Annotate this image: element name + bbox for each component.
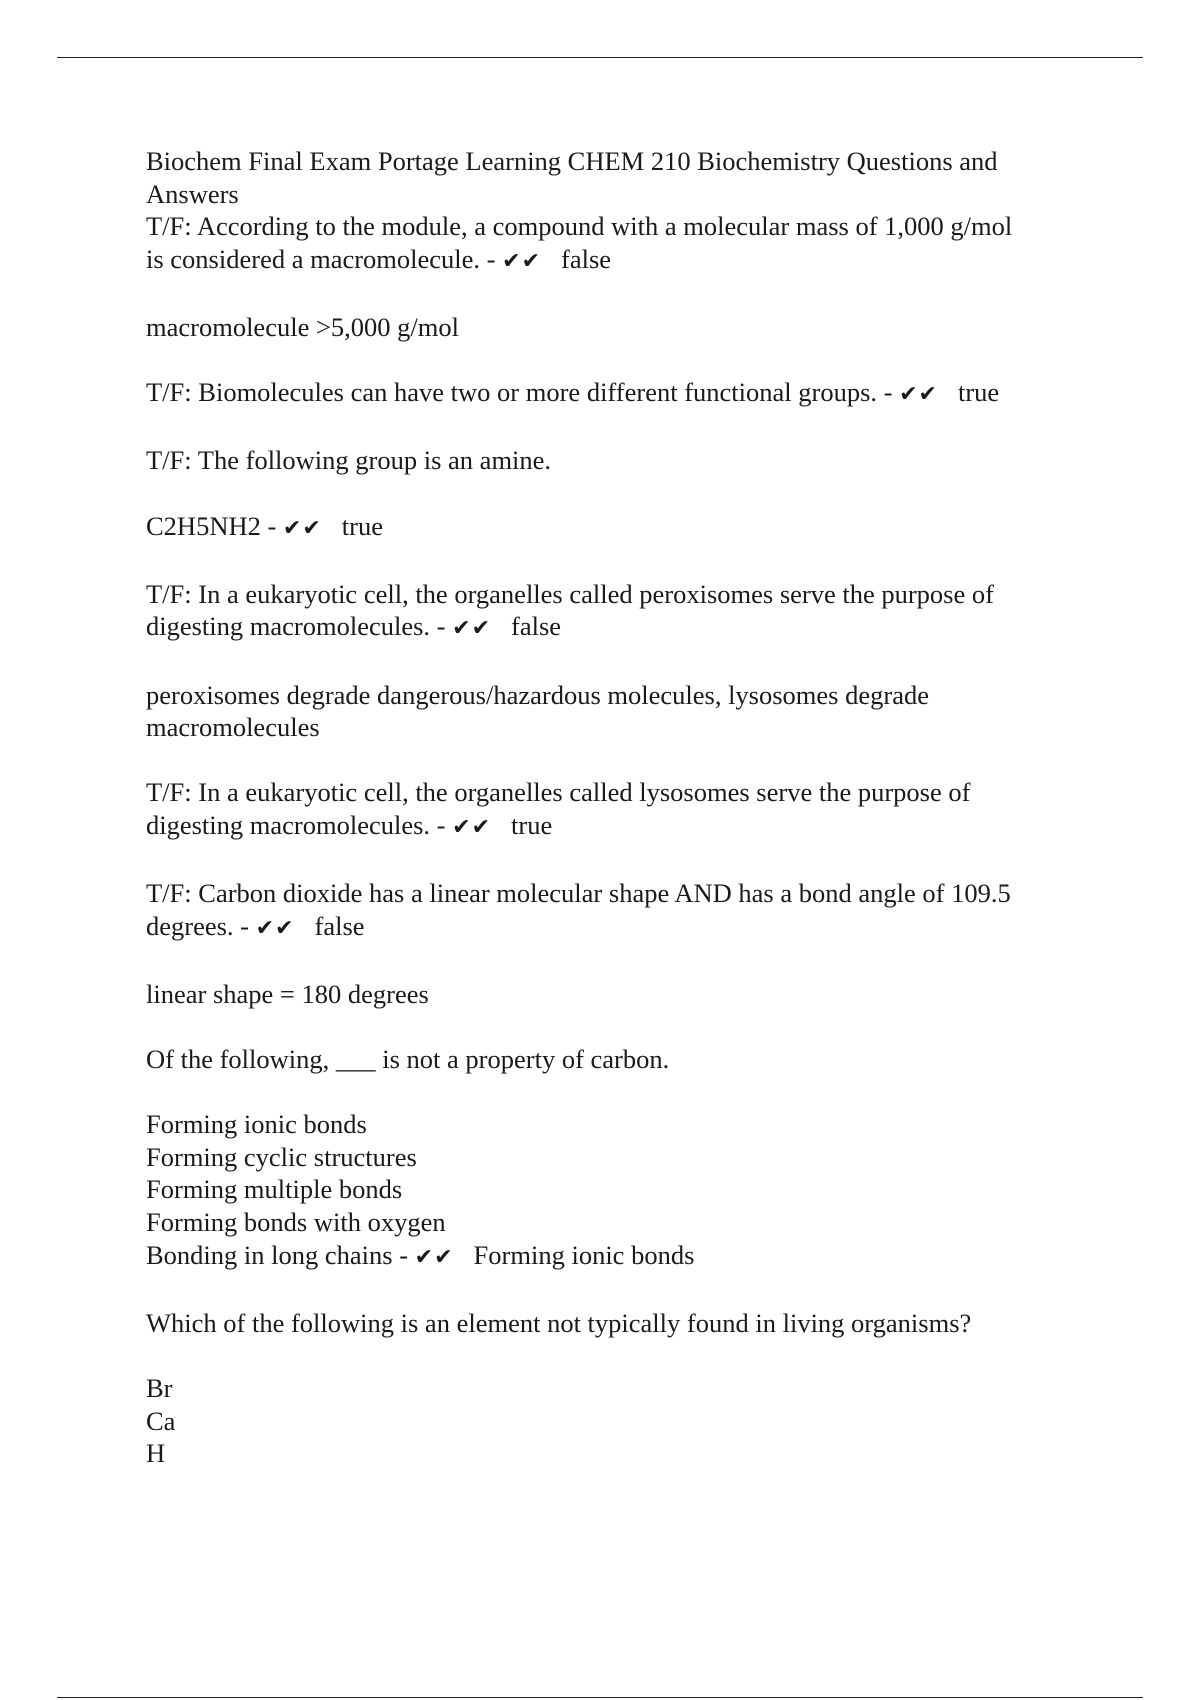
option-line: Forming ionic bonds bbox=[146, 1109, 367, 1140]
answer-text: false bbox=[314, 910, 365, 941]
answer-text: Forming ionic bonds bbox=[473, 1239, 695, 1270]
answer-note bbox=[146, 679, 1086, 744]
answer-text: false bbox=[561, 243, 612, 274]
check-icon: ✔✔ bbox=[452, 814, 492, 840]
question-7 bbox=[146, 1043, 1086, 1076]
question-8-options bbox=[146, 1372, 1086, 1470]
answer-text: true bbox=[511, 809, 553, 840]
check-icon: ✔✔ bbox=[452, 616, 492, 642]
question-text: degrees. - bbox=[146, 910, 256, 941]
title-line: Biochem Final Exam Portage Learning CHEM 210 Biochemistry Questions and bbox=[146, 146, 998, 176]
question-2 bbox=[146, 376, 1086, 412]
question-7-options bbox=[146, 1108, 1086, 1274]
question-line: T/F: In a eukaryotic cell, the organelles called lysosomes serve the purpose of bbox=[146, 777, 971, 808]
question-text: digesting macromolecules. - bbox=[146, 809, 453, 840]
option-line: Forming bonds with oxygen bbox=[146, 1207, 446, 1237]
formula-text: C2H5NH2 - bbox=[146, 510, 283, 541]
header-rule bbox=[57, 57, 1143, 58]
document-body bbox=[146, 145, 1086, 1502]
note-line: linear shape = 180 degrees bbox=[146, 978, 429, 1009]
check-icon: ✔✔ bbox=[414, 1244, 454, 1270]
answer-note bbox=[146, 978, 1086, 1011]
option-line: Ca bbox=[146, 1405, 176, 1436]
option-text: Bonding in long chains - bbox=[146, 1239, 415, 1270]
answer-text: true bbox=[957, 377, 1000, 408]
question-text: T/F: Biomolecules can have two or more different functional groups. - bbox=[146, 377, 900, 408]
check-icon: ✔✔ bbox=[255, 915, 295, 941]
question-line bbox=[146, 376, 1086, 412]
check-icon: ✔✔ bbox=[282, 515, 322, 541]
question-line: Which of the following is an element not typically found in living organisms? bbox=[146, 1307, 972, 1338]
option-line: Br bbox=[146, 1372, 173, 1403]
question-line: T/F: The following group is an amine. bbox=[146, 445, 552, 476]
question-line bbox=[146, 910, 1086, 946]
question-line bbox=[146, 610, 1086, 646]
question-1 bbox=[146, 210, 1086, 278]
question-8 bbox=[146, 1307, 1086, 1340]
question-3 bbox=[146, 444, 1086, 477]
option-line: H bbox=[146, 1438, 166, 1469]
note-line: macromolecules bbox=[146, 712, 320, 743]
question-line: T/F: In a eukaryotic cell, the organelles called peroxisomes serve the purpose of bbox=[146, 578, 994, 609]
question-5 bbox=[146, 776, 1086, 844]
question-4 bbox=[146, 578, 1086, 646]
question-text: digesting macromolecules. - bbox=[146, 611, 453, 642]
note-line: macromolecule >5,000 g/mol bbox=[146, 311, 459, 342]
question-line: T/F: Carbon dioxide has a linear molecular shape AND has a bond angle of 109.5 bbox=[146, 878, 1011, 909]
note-line: peroxisomes degrade dangerous/hazardous molecules, lysosomes degrade bbox=[146, 679, 929, 710]
question-text: is considered a macromolecule. - bbox=[146, 243, 503, 274]
question-line bbox=[146, 510, 1086, 546]
question-line bbox=[146, 809, 1086, 845]
option-line bbox=[146, 1239, 1086, 1275]
question-line bbox=[146, 243, 1086, 279]
question-line: Of the following, ___ is not a property of carbon. bbox=[146, 1044, 670, 1075]
check-icon: ✔✔ bbox=[502, 248, 542, 274]
question-6 bbox=[146, 877, 1086, 945]
title-line: Answers bbox=[146, 178, 239, 209]
document-title bbox=[146, 145, 1086, 210]
question-line: T/F: According to the module, a compound with a molecular mass of 1,000 g/mol bbox=[146, 211, 1013, 242]
answer-note bbox=[146, 311, 1086, 344]
check-icon: ✔✔ bbox=[899, 382, 938, 408]
option-line: Forming cyclic structures bbox=[146, 1141, 417, 1172]
answer-text: true bbox=[341, 510, 383, 541]
option-line: Forming multiple bonds bbox=[146, 1174, 403, 1205]
footer-rule bbox=[57, 1697, 1143, 1698]
answer-text: false bbox=[511, 611, 562, 642]
question-3-formula bbox=[146, 510, 1086, 546]
